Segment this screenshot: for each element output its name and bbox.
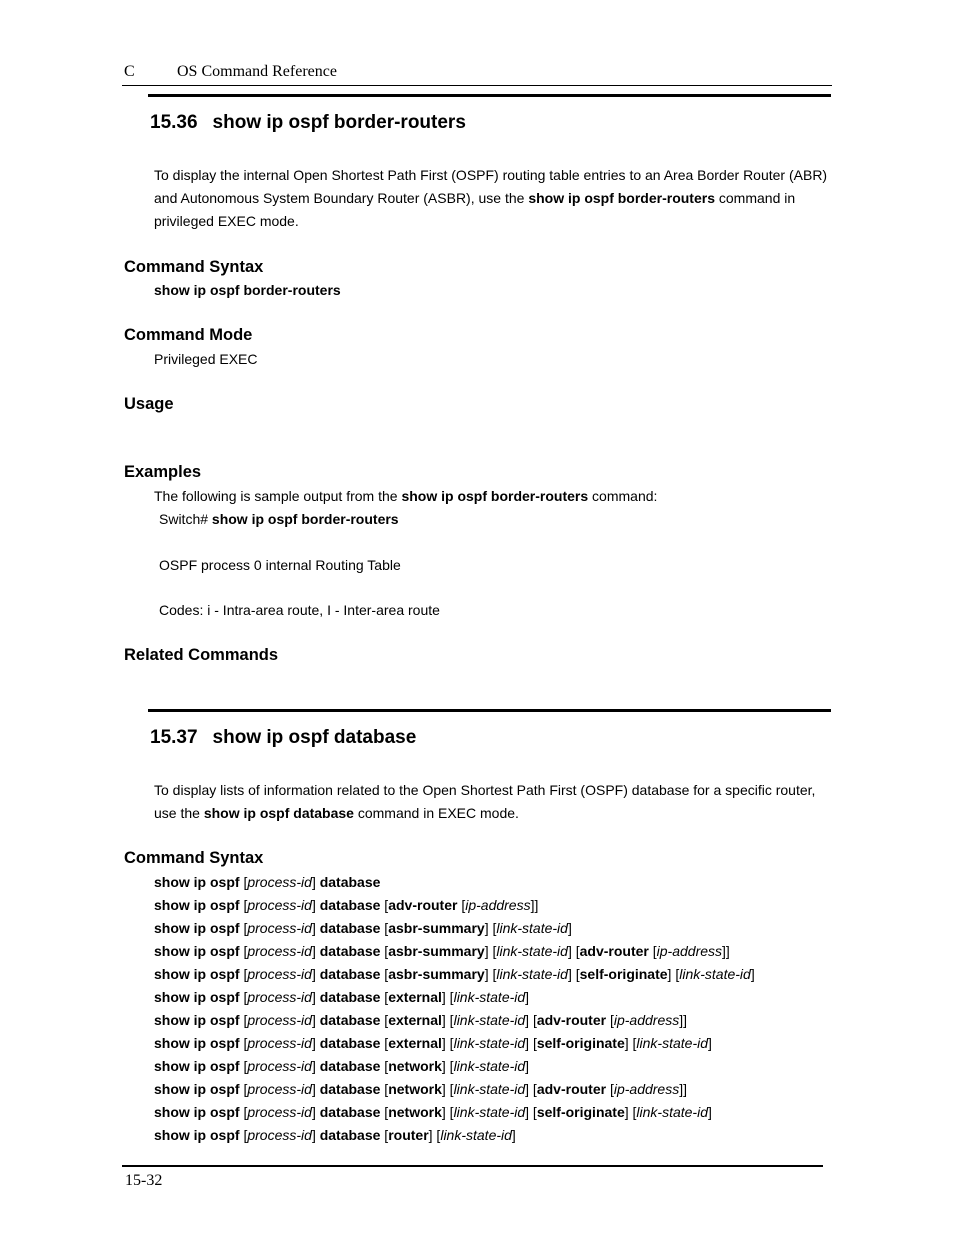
keyword: show ip ospf [154, 920, 240, 936]
bracket: ] [311, 874, 320, 890]
keyword: show ip ospf [154, 989, 240, 1005]
bracket: [ [380, 966, 389, 982]
bracket: ] [311, 966, 320, 982]
argument: ip-address [465, 897, 531, 913]
bracket: [ [380, 1035, 389, 1051]
prompt-command: show ip ospf border-routers [211, 511, 399, 527]
bracket: [ [239, 1058, 248, 1074]
keyword: show ip ospf [154, 1104, 240, 1120]
bracket: ] [ [624, 1035, 637, 1051]
keyword: adv-router [388, 897, 458, 913]
usage-heading: Usage [124, 395, 174, 413]
bracket: [ [606, 1081, 614, 1097]
bracket: [ [239, 1127, 248, 1143]
bracket: ] [511, 1127, 516, 1143]
bracket: ] [525, 989, 530, 1005]
keyword: network [388, 1104, 442, 1120]
keyword: show ip ospf [154, 1081, 240, 1097]
bracket: ] [311, 1012, 320, 1028]
keyword: database [319, 1104, 381, 1120]
argument: link-state-id [636, 1035, 709, 1051]
argument: process-id [247, 966, 312, 982]
syntax-line [154, 920, 572, 937]
related-commands-heading: Related Commands [124, 646, 279, 664]
keyword: network [388, 1081, 442, 1097]
argument: process-id [247, 920, 312, 936]
bracket: ] [311, 1127, 320, 1143]
bracket: [ [239, 874, 248, 890]
keyword: show ip ospf [154, 1127, 240, 1143]
header-letter: C [124, 63, 135, 80]
syntax-line [154, 966, 755, 983]
argument: link-state-id [636, 1104, 708, 1120]
keyword: asbr-summary [388, 943, 485, 959]
keyword: show ip ospf [154, 1058, 240, 1074]
section-title: show ip ospf border-routers [212, 112, 466, 133]
syntax-line [154, 874, 380, 891]
keyword: show ip ospf [154, 1035, 240, 1051]
argument: link-state-id [679, 966, 751, 982]
keyword: external [388, 1035, 442, 1051]
keyword: router [388, 1127, 429, 1143]
syntax-line [154, 989, 529, 1006]
bracket: ] [ [567, 943, 580, 959]
bracket: [ [239, 1035, 248, 1051]
keyword: adv-router [536, 1012, 607, 1028]
bracket: ] [525, 1058, 530, 1074]
bracket: ] [ [441, 1081, 454, 1097]
intro-text-end: command in EXEC mode. [353, 805, 519, 821]
section-intro [154, 779, 834, 825]
bracket: ] [311, 1104, 320, 1120]
argument: process-id [247, 897, 312, 913]
bracket: ] [ [441, 1012, 454, 1028]
syntax-line [154, 1058, 529, 1075]
argument: process-id [247, 1104, 312, 1120]
bracket: [ [380, 1104, 389, 1120]
keyword: show ip ospf [154, 874, 240, 890]
syntax-line [154, 1104, 712, 1121]
section-heading-15-36 [150, 112, 466, 134]
example-prompt-line [159, 511, 399, 527]
syntax-line [154, 1127, 516, 1144]
keyword: external [388, 1012, 442, 1028]
command-syntax-heading: Command Syntax [124, 258, 264, 276]
keyword: external [388, 989, 442, 1005]
examples-text-end: command: [588, 488, 658, 504]
argument: ip-address [613, 1012, 680, 1028]
keyword: show ip ospf [154, 966, 240, 982]
bracket: ] [ [525, 1081, 537, 1097]
header-title: OS Command Reference [177, 63, 337, 80]
argument: link-state-id [453, 989, 526, 1005]
bracket: ] [ [667, 966, 680, 982]
argument: process-id [247, 1081, 312, 1097]
keyword: self-originate [536, 1104, 625, 1120]
bracket: ] [ [441, 1058, 454, 1074]
bracket: ]] [530, 897, 539, 913]
bracket: ] [311, 1058, 320, 1074]
bracket: [ [648, 943, 657, 959]
header-rule-thin [122, 85, 832, 86]
keyword: adv-router [536, 1081, 607, 1097]
argument: process-id [247, 1058, 312, 1074]
bracket: [ [380, 920, 389, 936]
bracket: ] [ [525, 1104, 537, 1120]
argument: link-state-id [440, 1127, 512, 1143]
syntax-line [154, 1035, 712, 1052]
argument: process-id [247, 943, 312, 959]
bracket: ] [567, 920, 572, 936]
argument: link-state-id [496, 966, 568, 982]
examples-command: show ip ospf border-routers [401, 488, 589, 504]
argument: process-id [247, 1127, 312, 1143]
bracket: ] [311, 897, 320, 913]
intro-command: show ip ospf border-routers [528, 190, 715, 206]
bracket: ]] [722, 943, 730, 959]
bracket: [ [239, 1104, 248, 1120]
keyword: database [319, 897, 381, 913]
bracket: [ [380, 943, 389, 959]
keyword: self-originate [536, 1035, 625, 1051]
syntax-line [154, 1081, 687, 1098]
section-title: show ip ospf database [212, 727, 417, 748]
keyword: database [319, 1081, 381, 1097]
bracket: [ [606, 1012, 614, 1028]
argument: link-state-id [453, 1104, 526, 1120]
bracket: ] [ [484, 966, 497, 982]
keyword: database [319, 943, 381, 959]
argument: link-state-id [453, 1035, 526, 1051]
bracket: [ [239, 989, 248, 1005]
command-mode-text: Privileged EXEC [154, 351, 258, 367]
bracket: [ [239, 943, 248, 959]
bracket: ] [311, 1081, 320, 1097]
bracket: ] [ [441, 989, 454, 1005]
bracket: ]] [679, 1081, 687, 1097]
bracket: ] [ [525, 1012, 537, 1028]
argument: process-id [247, 1035, 312, 1051]
keyword: show ip ospf [154, 897, 240, 913]
examples-intro [154, 488, 657, 504]
bracket: ] [ [525, 1035, 537, 1051]
section-number: 15.37 [150, 727, 198, 748]
section-intro [154, 164, 834, 233]
syntax-line [154, 1012, 687, 1029]
bracket: ] [ [484, 920, 497, 936]
keyword: database [319, 1012, 381, 1028]
keyword: database [319, 1058, 381, 1074]
bracket: ] [ [624, 1104, 637, 1120]
bracket: [ [380, 1127, 389, 1143]
command-mode-heading: Command Mode [124, 326, 253, 344]
section-rule-15-37 [148, 709, 831, 712]
keyword: database [319, 966, 381, 982]
bracket: ] [ [441, 1035, 454, 1051]
argument: process-id [247, 989, 312, 1005]
bracket: ] [ [428, 1127, 441, 1143]
intro-command: show ip ospf database [203, 805, 354, 821]
argument: link-state-id [496, 920, 568, 936]
bracket: [ [239, 897, 248, 913]
command-syntax-text: show ip ospf border-routers [154, 282, 341, 298]
keyword: database [319, 989, 381, 1005]
argument: link-state-id [453, 1012, 526, 1028]
argument: link-state-id [453, 1081, 526, 1097]
section-heading-15-37 [150, 727, 416, 749]
bracket: ] [708, 1104, 712, 1120]
example-output-line: OSPF process 0 internal Routing Table [159, 557, 401, 573]
keyword: database [319, 1035, 381, 1051]
examples-heading: Examples [124, 463, 202, 481]
keyword: database [319, 920, 381, 936]
bracket: ] [ [484, 943, 497, 959]
bracket: ] [ [441, 1104, 454, 1120]
examples-text: The following is sample output from the [154, 488, 402, 504]
bracket: ] [311, 943, 320, 959]
keyword: adv-router [579, 943, 649, 959]
bracket: [ [380, 897, 389, 913]
keyword: asbr-summary [388, 920, 485, 936]
argument: ip-address [613, 1081, 680, 1097]
switch-prompt: Switch# [159, 511, 212, 527]
bracket: [ [380, 1058, 389, 1074]
footer-rule [122, 1165, 823, 1167]
bracket: [ [380, 989, 389, 1005]
bracket: [ [239, 1012, 248, 1028]
keyword: database [319, 874, 381, 890]
keyword: database [319, 1127, 381, 1143]
keyword: show ip ospf [154, 1012, 240, 1028]
keyword: asbr-summary [388, 966, 485, 982]
bracket: [ [380, 1012, 389, 1028]
section-number: 15.36 [150, 112, 198, 133]
section-rule-15-36 [148, 94, 831, 97]
page-number: 15-32 [125, 1172, 163, 1189]
intro-text: To display lists of information related to the Open Shortest Path First (OSPF) database for a specific router, use the [154, 782, 816, 821]
bracket: ]] [679, 1012, 688, 1028]
keyword: network [388, 1058, 442, 1074]
argument: process-id [247, 874, 312, 890]
bracket: ] [ [567, 966, 580, 982]
argument: process-id [247, 1012, 312, 1028]
argument: link-state-id [496, 943, 568, 959]
keyword: show ip ospf [154, 943, 240, 959]
bracket: ] [311, 920, 320, 936]
syntax-line [154, 897, 538, 914]
syntax-line [154, 943, 730, 960]
bracket: [ [380, 1081, 389, 1097]
bracket: [ [239, 920, 248, 936]
bracket: ] [311, 989, 320, 1005]
intro-text-end: command in privileged EXEC mode. [154, 190, 796, 229]
example-output-line: Codes: i - Intra-area route, I - Inter-area route [159, 602, 440, 618]
bracket: ] [311, 1035, 320, 1051]
bracket: [ [457, 897, 466, 913]
bracket: [ [239, 1081, 248, 1097]
bracket: ] [708, 1035, 712, 1051]
command-syntax-heading: Command Syntax [124, 849, 264, 867]
bracket: [ [239, 966, 248, 982]
keyword: self-originate [579, 966, 668, 982]
argument: ip-address [656, 943, 723, 959]
bracket: ] [750, 966, 755, 982]
argument: link-state-id [453, 1058, 526, 1074]
intro-text: To display the internal Open Shortest Path First (OSPF) routing table entries to an Area Border Router (ABR) and Autonomous System Boundary Router (ASBR), use the [154, 167, 828, 206]
